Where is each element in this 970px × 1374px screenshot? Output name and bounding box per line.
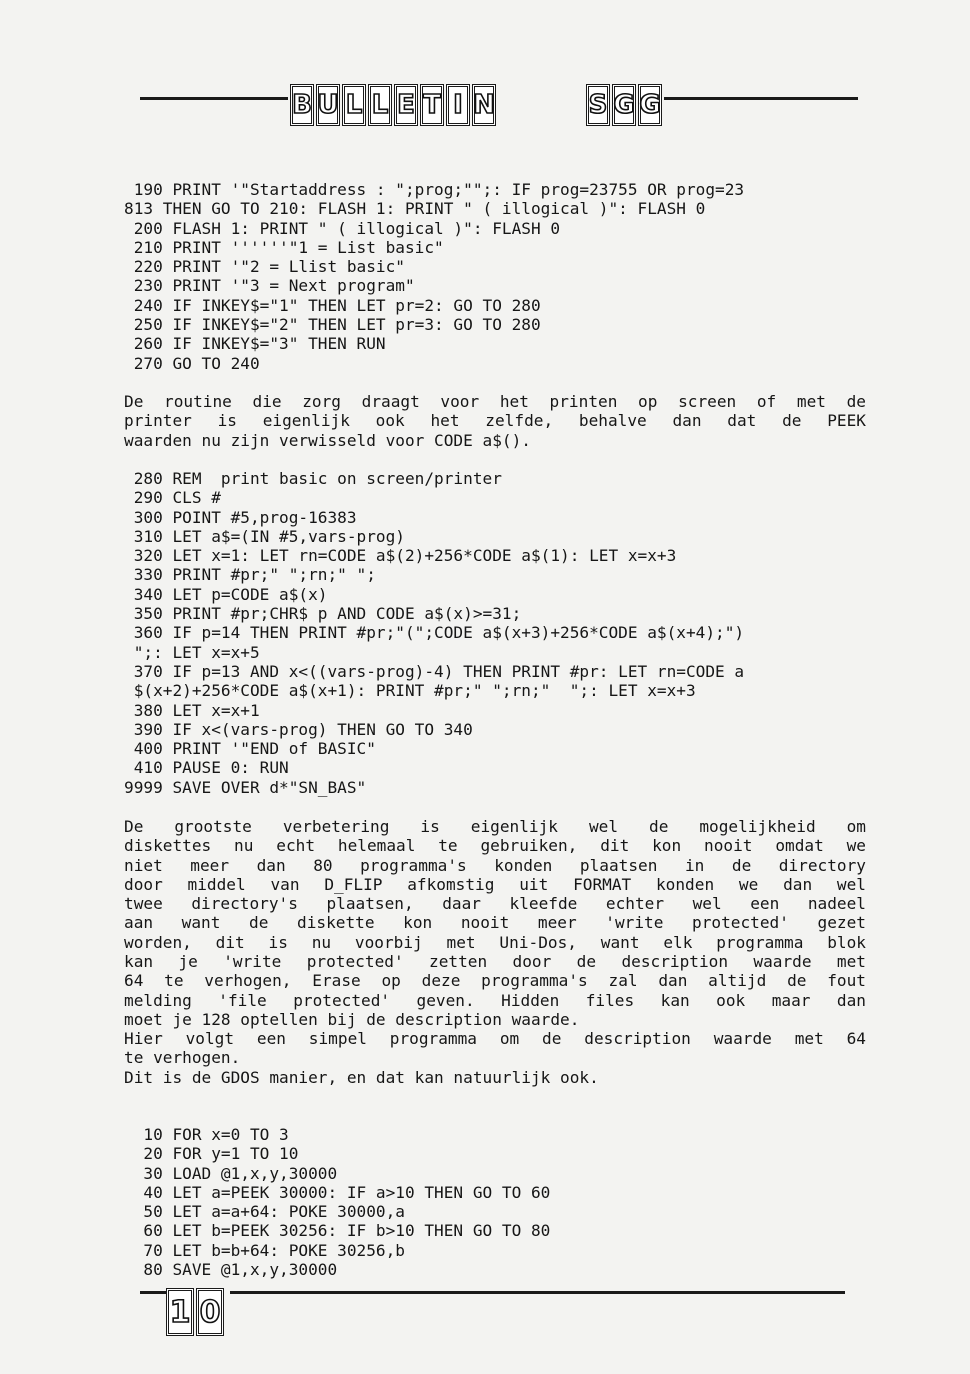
code-line: $(x+2)+256*CODE a$(x+1): PRINT #pr;" ";rn;" ";: LET x=x+3 bbox=[124, 681, 696, 701]
subtitle-letter: S bbox=[586, 84, 610, 126]
code-line: 300 POINT #5,prog-16383 bbox=[124, 507, 357, 527]
code-line: 200 FLASH 1: PRINT " ( illogical )": FLASH 0 bbox=[124, 218, 561, 238]
paragraph-text bbox=[124, 1068, 866, 1087]
code-line: 80 SAVE @1,x,y,30000 bbox=[124, 1260, 338, 1280]
page-number bbox=[166, 1288, 224, 1336]
text-line: melding 'file protected' geven. Hidden files kan ook maar dan bbox=[124, 990, 866, 1010]
text-line: te verhogen. bbox=[124, 1048, 241, 1068]
subtitle-letter: G bbox=[638, 84, 662, 126]
code-line: 30 LOAD @1,x,y,30000 bbox=[124, 1163, 338, 1183]
code-line: 20 FOR y=1 TO 10 bbox=[124, 1144, 299, 1164]
text-line: Hier volgt een simpel programma om de description waarde met 64 bbox=[124, 1029, 866, 1048]
code-line: 240 IF INKEY$="1" THEN LET pr=2: GO TO 280 bbox=[124, 295, 541, 315]
header-subtitle bbox=[586, 84, 662, 126]
code-line: 400 PRINT '"END of BASIC" bbox=[124, 739, 376, 759]
header-rule-left bbox=[140, 97, 288, 100]
paragraph-text bbox=[124, 817, 866, 1029]
paragraph-gdos bbox=[124, 1068, 866, 1087]
title-letter: E bbox=[394, 84, 418, 126]
code-line: 250 IF INKEY$="2" THEN LET pr=3: GO TO 280 bbox=[124, 315, 541, 335]
code-line: 280 REM print basic on screen/printer bbox=[124, 469, 502, 488]
code-listing-3 bbox=[124, 1125, 866, 1279]
page-number-digit: 0 bbox=[196, 1288, 224, 1336]
code-line: 210 PRINT ''''''"1 = List basic" bbox=[124, 237, 444, 257]
text-line: niet meer dan 80 programma's konden plaatsen in de directory bbox=[124, 855, 866, 875]
code-line: 290 CLS # bbox=[124, 488, 221, 508]
code-line: 350 PRINT #pr;CHR$ p AND CODE a$(x)>=31; bbox=[124, 604, 522, 624]
code-line: 50 LET a=a+64: POKE 30000,a bbox=[124, 1202, 405, 1222]
text-line: twee directory's plaatsen, daar kleefde echter wel een nadeel bbox=[124, 894, 866, 914]
text-line: printer is eigenlijk ook het zelfde, behalve dan dat de PEEK bbox=[124, 411, 866, 431]
code-line: 190 PRINT '"Startaddress : ";prog;"";: IF prog=23755 OR prog=23 bbox=[124, 180, 745, 199]
code-line: 9999 SAVE OVER d*"SN_BAS" bbox=[124, 777, 367, 797]
code-line: 360 IF p=14 THEN PRINT #pr;"(";CODE a$(x+3)+256*CODE a$(x+4);") bbox=[124, 623, 745, 643]
text-line: diskettes nu echt helemaal te gebruiken, dit kon nooit omdat we bbox=[124, 836, 866, 856]
title-letter: U bbox=[316, 84, 340, 126]
paragraph-text bbox=[124, 1029, 866, 1068]
paragraph-simple-program bbox=[124, 1029, 866, 1068]
code-line: 380 LET x=x+1 bbox=[124, 700, 260, 720]
text-line: door middel van D_FLIP afkomstig uit FORMAT konden we dan wel bbox=[124, 874, 866, 894]
code-listing-2 bbox=[124, 469, 866, 797]
title-letter: B bbox=[290, 84, 314, 126]
code-line: 813 THEN GO TO 210: FLASH 1: PRINT " ( illogical )": FLASH 0 bbox=[124, 199, 706, 219]
code-line: 330 PRINT #pr;" ";rn;" "; bbox=[124, 565, 376, 585]
code-line: 220 PRINT '"2 = Llist basic" bbox=[124, 257, 405, 277]
code-line: 70 LET b=b+64: POKE 30256,b bbox=[124, 1240, 405, 1260]
text-line: De grootste verbetering is eigenlijk wel de mogelijkheid om bbox=[124, 817, 866, 836]
text-line: waarden nu zijn verwisseld voor CODE a$(). bbox=[124, 430, 531, 450]
code-line: 370 IF p=13 AND x<((vars-prog)-4) THEN PRINT #pr: LET rn=CODE a bbox=[124, 661, 745, 681]
text-line: kan je 'write protected' zetten door de description waarde met bbox=[124, 952, 866, 972]
title-letter: N bbox=[472, 84, 496, 126]
text-line: moet je 128 optellen bij de description waarde. bbox=[124, 1009, 580, 1029]
code-line: 260 IF INKEY$="3" THEN RUN bbox=[124, 334, 386, 354]
title-letter: I bbox=[446, 84, 470, 126]
header-title bbox=[290, 84, 496, 126]
paragraph-printing-routine bbox=[124, 392, 866, 450]
code-line: 390 IF x<(vars-prog) THEN GO TO 340 bbox=[124, 719, 473, 739]
title-letter: L bbox=[368, 84, 392, 126]
text-line: 64 te verhogen, Erase op deze programma's zal dan altijd de fout bbox=[124, 971, 866, 991]
page-number-digit: 1 bbox=[166, 1288, 194, 1336]
code-line: ";: LET x=x+5 bbox=[124, 642, 260, 662]
code-line: 40 LET a=PEEK 30000: IF a>10 THEN GO TO 60 bbox=[124, 1182, 551, 1202]
text-line: De routine die zorg draagt voor het printen op screen of met de bbox=[124, 392, 866, 411]
paragraph-diskette-improvement bbox=[124, 817, 866, 1029]
header-rule-right bbox=[664, 97, 858, 100]
code-line: 410 PAUSE 0: RUN bbox=[124, 758, 289, 778]
code-lines bbox=[124, 469, 866, 797]
footer-rule-left bbox=[140, 1291, 166, 1294]
subtitle-letter: G bbox=[612, 84, 636, 126]
title-letter: T bbox=[420, 84, 444, 126]
text-line: worden, dit is nu voorbij met Uni-Dos, want elk programma blok bbox=[124, 932, 866, 952]
text-line: aan want de diskette kon nooit meer 'write protected' gezet bbox=[124, 913, 866, 933]
code-line: 310 LET a$=(IN #5,vars-prog) bbox=[124, 526, 405, 546]
code-line: 340 LET p=CODE a$(x) bbox=[124, 584, 328, 604]
code-line: 320 LET x=1: LET rn=CODE a$(2)+256*CODE a$(1): LET x=x+3 bbox=[124, 546, 677, 566]
title-letter: L bbox=[342, 84, 366, 126]
code-line: 60 LET b=PEEK 30256: IF b>10 THEN GO TO 80 bbox=[124, 1221, 551, 1241]
code-listing-1 bbox=[124, 180, 866, 373]
paragraph-text bbox=[124, 392, 866, 450]
code-lines bbox=[124, 1125, 866, 1279]
code-lines bbox=[124, 180, 866, 373]
code-line: 270 GO TO 240 bbox=[124, 353, 260, 373]
footer-rule bbox=[230, 1291, 845, 1294]
text-line: Dit is de GDOS manier, en dat kan natuurlijk ook. bbox=[124, 1068, 599, 1087]
code-line: 230 PRINT '"3 = Next program" bbox=[124, 276, 415, 296]
code-line: 10 FOR x=0 TO 3 bbox=[124, 1125, 289, 1144]
